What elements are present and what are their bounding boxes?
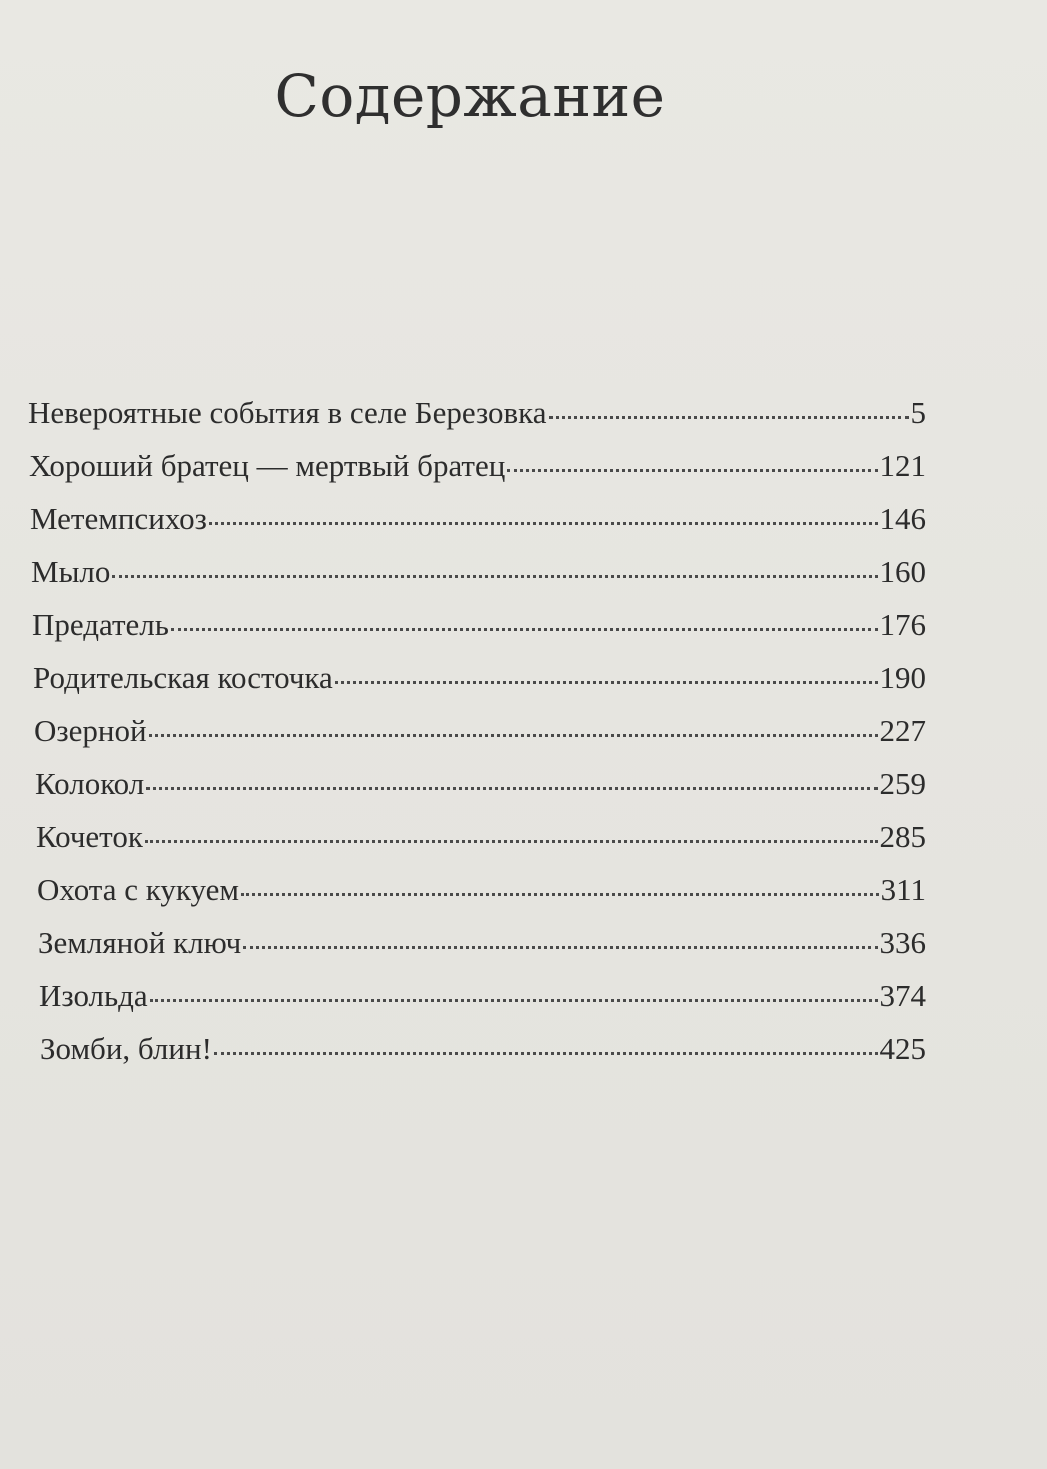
- toc-entry-page: 5: [910, 395, 926, 430]
- toc-entry: [37, 872, 926, 912]
- toc-entry-page: 259: [879, 766, 926, 801]
- toc-entry: [32, 607, 926, 647]
- toc-entry-title: Метемпсихоз: [30, 501, 207, 536]
- toc-entry-title: Кочеток: [36, 819, 143, 854]
- toc-entry-title: Озерной: [34, 713, 147, 748]
- toc-leader-dots: [112, 575, 877, 578]
- toc-entry: [36, 819, 926, 859]
- toc-entry-title: Колокол: [35, 766, 145, 801]
- toc-entry-page: 190: [879, 660, 926, 695]
- toc-entry-title: Хороший братец — мертвый братец: [29, 448, 506, 483]
- toc-entry-page: 311: [880, 872, 926, 907]
- toc-entry-title: Охота с кукуем: [37, 872, 239, 907]
- toc-entry-page: 336: [879, 925, 926, 960]
- toc-leader-dots: [171, 628, 878, 631]
- toc-entry: [40, 1031, 926, 1071]
- toc-entry: [28, 395, 926, 435]
- toc-leader-dots: [145, 840, 878, 843]
- toc-leader-dots: [241, 893, 879, 896]
- toc-entry-title: Мыло: [31, 554, 111, 589]
- toc-entry: [34, 713, 926, 753]
- toc-entry: [33, 660, 926, 700]
- toc-entry: [38, 925, 926, 965]
- toc-leader-dots: [243, 946, 877, 949]
- toc-leader-dots: [209, 522, 878, 525]
- toc-entry-title: Предатель: [32, 607, 169, 642]
- toc-entry: [29, 448, 926, 488]
- toc-leader-dots: [150, 999, 878, 1002]
- toc-leader-dots: [549, 416, 909, 419]
- toc-entry: [30, 501, 926, 541]
- toc-entry-title: Зомби, блин!: [40, 1031, 212, 1066]
- toc-leader-dots: [146, 787, 877, 790]
- toc-entry-page: 425: [879, 1031, 926, 1066]
- toc-entry-page: 146: [879, 501, 926, 536]
- toc-entry-title: Земляной ключ: [38, 925, 242, 960]
- toc-entry-page: 374: [879, 978, 926, 1013]
- toc-entry-page: 227: [879, 713, 926, 748]
- toc-entry: [39, 978, 926, 1018]
- toc-entry: [31, 554, 926, 594]
- toc-entry-page: 176: [879, 607, 926, 642]
- toc-entry-title: Невероятные события в селе Березовка: [28, 395, 547, 430]
- toc-entry-title: Родительская косточка: [33, 660, 333, 695]
- toc-entry-page: 285: [879, 819, 926, 854]
- toc-leader-dots: [507, 469, 877, 472]
- toc-entry-title: Изольда: [39, 978, 148, 1013]
- toc-leader-dots: [335, 681, 878, 684]
- toc-entry-page: 121: [879, 448, 926, 483]
- toc-entry: [35, 766, 926, 806]
- toc-entry-page: 160: [879, 554, 926, 589]
- toc-leader-dots: [214, 1052, 878, 1055]
- page-title: Содержание: [274, 62, 666, 130]
- toc-leader-dots: [149, 734, 878, 737]
